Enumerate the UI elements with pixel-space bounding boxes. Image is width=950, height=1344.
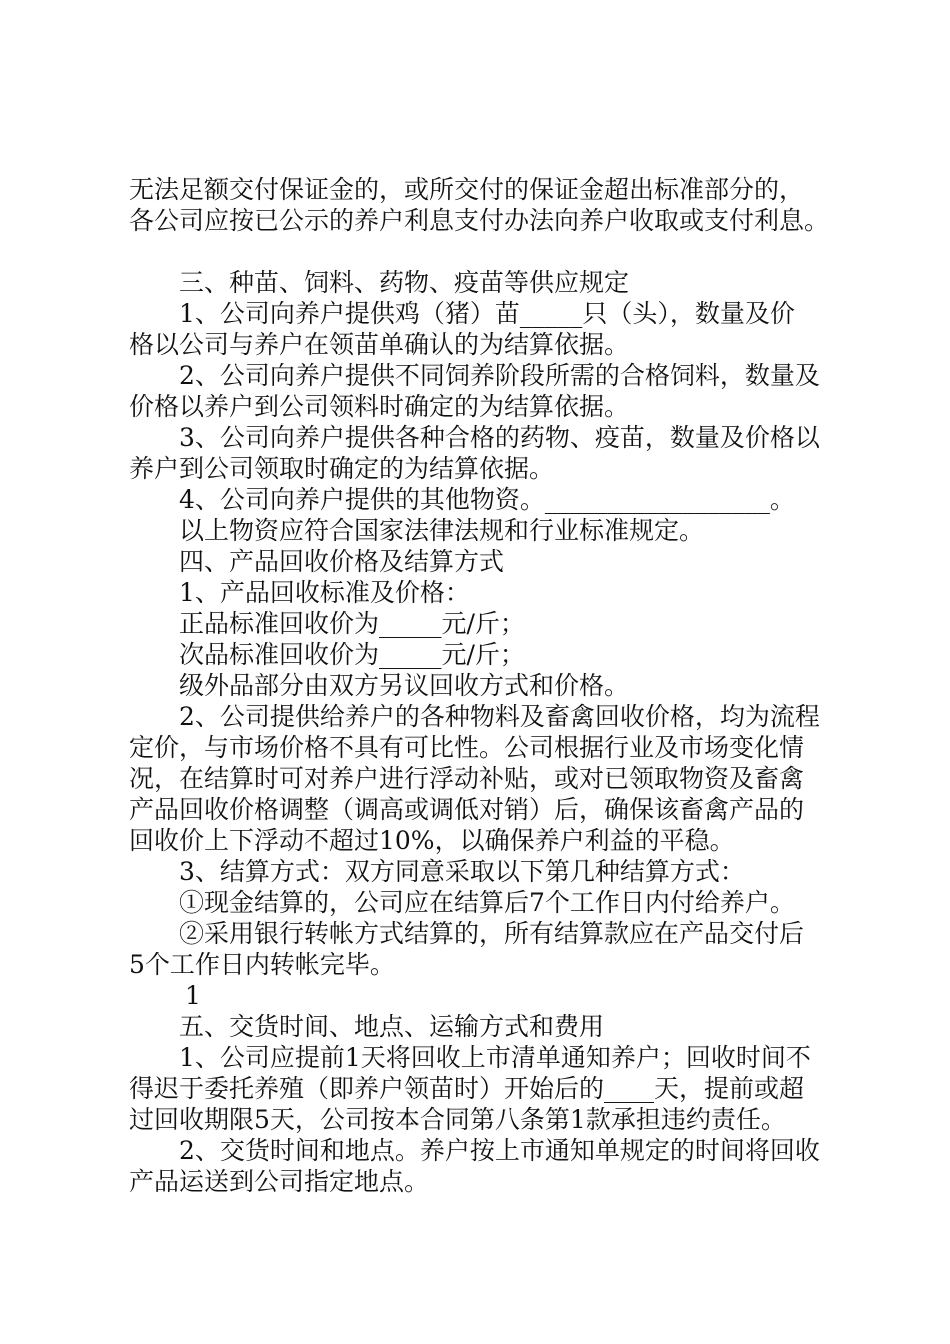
paragraph-line: 3、结算方式：双方同意采取以下第几种结算方式： (179, 857, 745, 886)
paragraph-line: 各公司应按已公示的养户利息支付办法向养户收取或支付利息。 (129, 206, 830, 235)
paragraph-line: 4、公司向养户提供的其他物资。__________________。 (179, 485, 795, 514)
paragraph-line: 格以公司与养户在领苗单确认的为结算依据。 (129, 330, 630, 359)
page-number: 1 (185, 981, 201, 1010)
paragraph-line: 2、公司提供给养户的各种物料及畜禽回收价格，均为流程 (179, 702, 820, 731)
paragraph-line: 1、公司应提前1天将回收上市清单通知养户；回收时间不 (179, 1043, 811, 1072)
paragraph-line: 1、产品回收标准及价格： (179, 578, 470, 607)
paragraph-line: 过回收期限5天，公司按本合同第八条第1款承担违约责任。 (129, 1105, 786, 1134)
paragraph-line: 产品运送到公司指定地点。 (129, 1167, 430, 1196)
paragraph-line: 回收价上下浮动不超过10%，以确保养户利益的平稳。 (129, 826, 735, 855)
paragraph-line: 产品回收价格调整（调高或调低对销）后，确保该畜禽产品的 (129, 795, 805, 824)
paragraph-line: 价格以养户到公司领料时确定的为结算依据。 (129, 392, 630, 421)
paragraph-line: 得迟于委托养殖（即养户领苗时）开始后的____天，提前或超 (129, 1074, 805, 1103)
paragraph-line: 养户到公司领取时确定的为结算依据。 (129, 454, 555, 483)
section-heading: 四、产品回收价格及结算方式 (179, 547, 505, 576)
section-heading: 三、种苗、饲料、药物、疫苗等供应规定 (179, 268, 630, 297)
paragraph-line: 1、公司向养户提供鸡（猪）苗_____只（头），数量及价 (179, 299, 795, 328)
paragraph-line: 2、公司向养户提供不同饲养阶段所需的合格饲料，数量及 (179, 361, 820, 390)
paragraph-line: 定价，与市场价格不具有可比性。公司根据行业及市场变化情 (129, 733, 805, 762)
paragraph-line: ①现金结算的，公司应在结算后7个工作日内付给养户。 (179, 888, 795, 917)
paragraph-line: 正品标准回收价为_____元/斤； (179, 609, 525, 638)
section-heading: 五、交货时间、地点、运输方式和费用 (179, 1012, 605, 1041)
paragraph-line: 以上物资应符合国家法律法规和行业标准规定。 (179, 516, 705, 545)
paragraph-line: 级外品部分由双方另议回收方式和价格。 (179, 671, 630, 700)
paragraph-line: 次品标准回收价为_____元/斤； (179, 640, 525, 669)
paragraph-line: 2、交货时间和地点。养户按上市通知单规定的时间将回收 (179, 1136, 820, 1165)
paragraph-line: ②采用银行转帐方式结算的，所有结算款应在产品交付后 (179, 919, 805, 948)
paragraph-line: 况，在结算时可对养户进行浮动补贴，或对已领取物资及畜禽 (129, 764, 805, 793)
paragraph-line: 5个工作日内转帐完毕。 (129, 950, 395, 979)
paragraph-line: 无法足额交付保证金的，或所交付的保证金超出标准部分的， (129, 175, 805, 204)
paragraph-line: 3、公司向养户提供各种合格的药物、疫苗，数量及价格以 (179, 423, 820, 452)
